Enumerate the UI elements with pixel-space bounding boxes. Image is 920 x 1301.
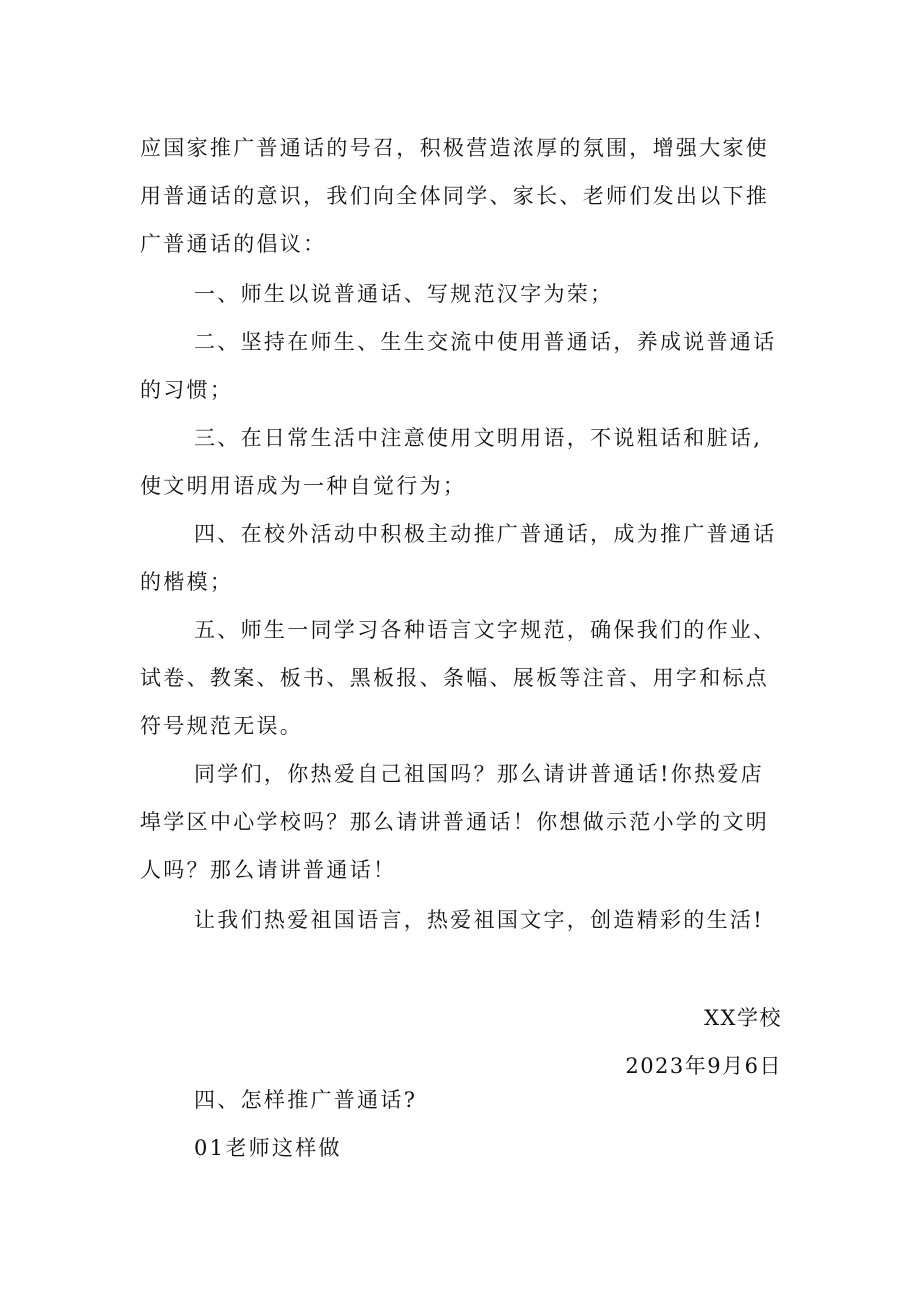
proposal-item-3: 三、在日常生活中注意使用文明用语，不说粗话和脏话,使文明用语成为一种自觉行为；: [140, 426, 763, 498]
sub-heading: 01老师这样做: [194, 1136, 342, 1160]
section-heading: 四、怎样推广普通话?: [194, 1088, 418, 1112]
proposal-item-1: 一、师生以说普通话、写规范汉字为荣；: [194, 282, 614, 306]
date: 2023年9月6日: [625, 1054, 782, 1078]
proposal-item-2: 二、坚持在师生、生生交流中使用普通话，养成说普通话的习惯；: [140, 330, 777, 402]
signature: XX学校: [704, 1006, 782, 1030]
closing-paragraph: 让我们热爱祖国语言，热爱祖国文字，创造精彩的生活!: [194, 908, 764, 932]
students-paragraph: 同学们，你热爱自己祖国吗？那么请讲普通话!你热爱店埠学区中心学校吗？那么请讲普通话！你想做示范小学的文明人吗？那么请讲普通话！: [140, 762, 770, 882]
proposal-item-4: 四、在校外活动中积极主动推广普通话，成为推广普通话的楷模；: [140, 522, 777, 594]
intro-paragraph: 应国家推广普通话的号召，积极营造浓厚的氛围，增强大家使用普通话的意识，我们向全体同学、家长、老师们发出以下推广普通话的倡议：: [140, 136, 770, 256]
proposal-item-5: 五、师生一同学习各种语言文字规范，确保我们的作业、试卷、教案、板书、黑板报、条幅、展板等注音、用字和标点符号规范无误。: [140, 618, 777, 738]
